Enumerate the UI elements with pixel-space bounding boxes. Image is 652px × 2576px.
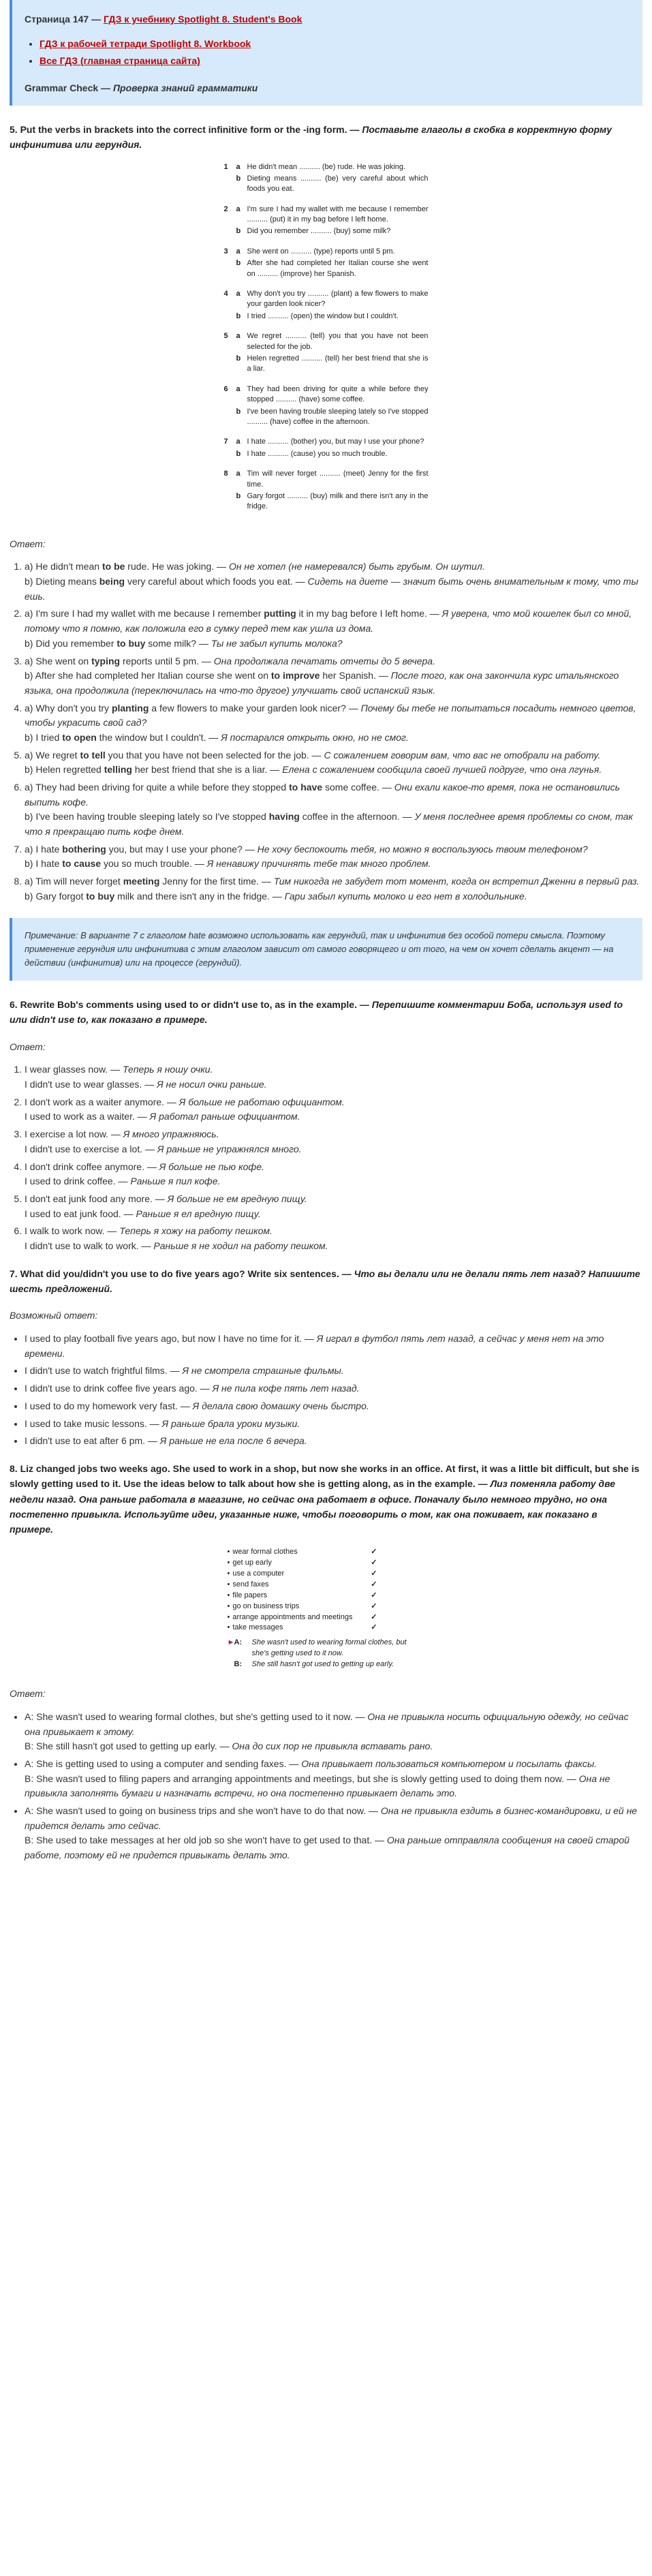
answer-verb: being bbox=[99, 576, 125, 587]
list-item: • I didn't use to watch frightful films. — Я не смотрела страшные фильмы. bbox=[25, 1364, 642, 1379]
answer-translation: Сидеть на диете — значит быть очень внимательным к тому, что ты ешь. bbox=[25, 576, 638, 602]
list-item bbox=[25, 1224, 642, 1253]
exercise-letter: a bbox=[236, 204, 240, 213]
exercise-5-image bbox=[224, 162, 429, 522]
related-links-list bbox=[25, 37, 630, 69]
answer-translation: Раньше я ел вредную пищу. bbox=[136, 1208, 261, 1219]
exercise-gap bbox=[224, 241, 429, 247]
task-6-title bbox=[10, 997, 642, 1028]
exercise-text: I'm sure I had my wallet with me because I remember .......... (put) it in my bag before I left home. bbox=[247, 204, 429, 224]
exercise-letter: b bbox=[236, 259, 241, 268]
speaker: A: bbox=[234, 1638, 243, 1647]
top-navigation-box bbox=[10, 0, 642, 106]
list-item bbox=[25, 1192, 642, 1221]
exercise-letter: b bbox=[236, 354, 241, 363]
answer-translation: Елена с сожалением сообщила своей лучшей подруге, что она лгунья. bbox=[282, 764, 602, 776]
answer-translation: Я больше не работаю официантом. bbox=[178, 1096, 345, 1107]
task-5-answers bbox=[10, 559, 642, 904]
exercise-text: I've been having trouble sleeping lately so I've stopped .......... (have) coffee in the afternoon. bbox=[247, 407, 429, 426]
section-title bbox=[25, 81, 630, 96]
list-item bbox=[25, 748, 642, 778]
list-item bbox=[25, 1757, 642, 1801]
job-row bbox=[228, 1601, 377, 1612]
answer-verb: to have bbox=[289, 782, 323, 793]
exercise-body bbox=[236, 384, 429, 429]
exercise-letter: b bbox=[236, 227, 241, 236]
answer-line: B: She used to take messages at her old job so she won't have to get used to that. — Она раньше отправляла сообщения на своей старой работе, поэтому ей не придется привыкать делать это. bbox=[25, 1835, 630, 1861]
exercise-gap bbox=[224, 379, 429, 384]
list-item: • I used to do my homework very fast. — Я делала свою домашку очень быстро. bbox=[25, 1399, 642, 1414]
answer-line: 4. a) Why don't you try planting a few flowers to make your garden look nicer? — Почему бы тебе не попытаться посадить немного цветов, чтобы украсить свой сад? bbox=[25, 702, 636, 729]
check-icon: ✓ bbox=[371, 1558, 377, 1567]
answer-translation: Я не носил очки раньше. bbox=[157, 1079, 267, 1090]
bullet-icon: • bbox=[227, 1591, 230, 1599]
answer-verb: planting bbox=[111, 702, 149, 714]
exercise-8-image bbox=[228, 1547, 425, 1670]
exercise-text: She went on .......... (type) reports until 5 pm. bbox=[247, 247, 395, 256]
exercise-number: 6 bbox=[223, 384, 228, 393]
answer-line: • A: She wasn't used to wearing formal clothes, but she's getting used to it now. — Она не привыкла носить официальную одежду, но сейчас она привыкает к этому. bbox=[25, 1711, 629, 1737]
bullet-icon: • bbox=[227, 1558, 230, 1567]
exercise-text: Did you remember .......... (buy) some milk? bbox=[247, 227, 391, 236]
answer-verb: typing bbox=[91, 655, 121, 666]
list-item bbox=[25, 654, 642, 699]
list-item bbox=[25, 780, 642, 840]
answer-line: 2. a) I'm sure I had my wallet with me because I remember putting it in my bag before I left home. — Я уверена, что мой кошелек был со мной, потому что я помню, как положила его в сумку перед тем как ушла из дома. bbox=[25, 608, 632, 634]
exercise-item bbox=[224, 162, 429, 196]
job-label: • file papers bbox=[227, 1591, 268, 1599]
exercise-letter: b bbox=[236, 174, 241, 183]
exercise-sub bbox=[236, 407, 429, 428]
answer-line: b) After she had completed her Italian course she went on to improve her Spanish. — После того, как она закончила курс итальянского языка, она продолжила (переключилась на что-то другое) улучшать свой испанский язык. bbox=[25, 670, 619, 696]
answer-line: B: She still hasn't got used to getting up early. — Она до сих пор не привыкла вставать рано. bbox=[25, 1741, 433, 1752]
dialog-row bbox=[228, 1638, 425, 1659]
bullet-icon: • bbox=[227, 1580, 230, 1589]
exercise-gap bbox=[224, 326, 429, 331]
exercise-number: 5 bbox=[223, 332, 228, 341]
job-label: • arrange appointments and meetings bbox=[227, 1612, 353, 1621]
answer-line: I didn't use to walk to work. — Раньше я не ходил на работу пешком. bbox=[25, 1240, 328, 1251]
task-7-title bbox=[10, 1266, 642, 1297]
dialog-row bbox=[228, 1659, 425, 1670]
exercise-letter: a bbox=[236, 384, 240, 393]
exercise-body bbox=[236, 437, 429, 461]
exercise-number: 1 bbox=[223, 162, 228, 171]
answer-translation: Я играл в футбол пять лет назад, а сейчас у меня нет на это времени. bbox=[25, 1333, 604, 1359]
arrow-icon bbox=[228, 1659, 234, 1670]
answer-translation: Я больше не ем вредную пищу. bbox=[167, 1193, 307, 1204]
exercise-sub bbox=[236, 491, 429, 512]
bullet-icon: • bbox=[227, 1623, 230, 1632]
answer-line: • A: She wasn't used to going on business trips and she won't have to do that now. — Она не привыкла ездить в бизнес-командировки, и ей не придется делать это сейчас. bbox=[25, 1805, 638, 1831]
exercise-text: Tim will never forget .......... (meet) Jenny for the first time. bbox=[247, 470, 429, 489]
answer-translation: Не хочу беспокоить тебя, но можно я воспользуюсь твоим телефоном? bbox=[257, 843, 588, 855]
answer-translation: Я не смотрела страшные фильмы. bbox=[182, 1365, 344, 1377]
list-item bbox=[25, 1160, 642, 1189]
home-link[interactable]: Все ГДЗ (главная страница сайта) bbox=[40, 55, 200, 67]
answer-translation: Я много упражняюсь. bbox=[123, 1129, 219, 1140]
list-item: • I didn't use to eat after 6 pm. — Я раньше не ела после 6 вечера. bbox=[25, 1434, 642, 1449]
exercise-letter: a bbox=[236, 332, 240, 341]
answer-line: 3. a) She went on typing reports until 5 pm. — Она продолжала печатать отчеты до 5 вечера. bbox=[25, 655, 435, 666]
exercise-sub bbox=[236, 162, 429, 172]
answer-line: 6. a) They had been driving for quite a while before they stopped to have some coffee. — Они ехали какое-то время, пока не остановились выпить кофе. bbox=[25, 782, 621, 808]
answer-label: Возможный ответ: bbox=[10, 1310, 98, 1321]
answer-line: b) I hate to cause you so much trouble. — Я ненавижу причинять тебе так много проблем. bbox=[25, 858, 431, 870]
exercise-letter: b bbox=[236, 449, 241, 458]
exercise-letter: a bbox=[236, 290, 240, 298]
exercise-sub bbox=[236, 437, 429, 447]
exercise-item bbox=[224, 247, 429, 281]
task-title-ru: Что вы делали или не делали пять лет назад? Напишите шесть предложений. bbox=[10, 1268, 640, 1295]
answer-translation: Я уверена, что мой кошелек был со мной, потому что я помню, как положила его в сумку перед тем как ушла из дома. bbox=[25, 608, 632, 634]
answer-translation: Я делала свою домашку очень быстро. bbox=[192, 1400, 369, 1411]
check-icon: ✓ bbox=[371, 1569, 377, 1578]
job-row bbox=[228, 1591, 377, 1601]
answer-translation: Я раньше не ела после 6 вечера. bbox=[159, 1435, 307, 1447]
answer-translation: Тим никогда не забудет тот момент, когда он встретил Дженни в первый раз. bbox=[273, 876, 640, 887]
answer-label: Ответ: bbox=[10, 1041, 46, 1052]
answer-translation: Я раньше брала уроки музыки. bbox=[161, 1417, 300, 1429]
task-title-en: 7. What did you/didn't you use to do five years ago? Write six sentences. — bbox=[10, 1268, 354, 1279]
answer-line: 4. I don't drink coffee anymore. — Я больше не пью кофе. bbox=[25, 1161, 264, 1172]
exercise-gap bbox=[224, 283, 429, 289]
list-item bbox=[25, 1127, 642, 1156]
exercise-body bbox=[236, 469, 429, 514]
answer-line: 2. I don't work as a waiter anymore. — Я больше не работаю официантом. bbox=[25, 1096, 345, 1107]
list-item bbox=[25, 1804, 642, 1863]
exercise-sub bbox=[236, 469, 429, 490]
answer-line: B: She wasn't used to filing papers and arranging appointments and meetings, but she is slowly getting used to doing them now. — Она не привыкла заполнять бумаги и назначать встречи, но она постепенно привыкает делать это. bbox=[25, 1773, 610, 1799]
answer-line: 1. I wear glasses now. — Теперь я ношу очки. bbox=[25, 1064, 213, 1075]
answer-verb: to tell bbox=[80, 749, 106, 761]
jobs-list bbox=[228, 1547, 425, 1634]
answer-line: b) I've been having trouble sleeping lately so I've stopped having coffee in the afternoon. — У меня последнее время проблемы со сном, так что я прекращаю пить кофе днем. bbox=[25, 811, 633, 838]
exercise-gap bbox=[224, 199, 429, 204]
answer-line: 1. a) He didn't mean to be rude. He was joking. — Он не хотел (не намеревался) быть грубым. Он шутил. bbox=[25, 561, 485, 572]
answer-translation: Она продолжала печатать отчеты до 5 вечера. bbox=[213, 655, 435, 666]
task-title-ru: Поставьте глаголы в скобка в корректную форму инфинитива или герундия. bbox=[10, 123, 612, 151]
task-title-ru: Лиз поменяла работу две недели назад. Она раньше работала в магазине, но сейчас она работает в офисе. Поначалу было немного трудно, но она постепенно привыкла. Используйте идеи, указанные ниже, чтобы поговорить о том, как она поживает, как показано в примере. bbox=[10, 1478, 615, 1535]
answer-translation: Я не пила кофе пять лет назад. bbox=[212, 1383, 360, 1394]
answer-label: Ответ: bbox=[10, 538, 46, 549]
check-icon: ✓ bbox=[371, 1591, 377, 1599]
list-item bbox=[40, 37, 630, 52]
check-icon: ✓ bbox=[371, 1547, 377, 1556]
exercise-body bbox=[236, 247, 429, 281]
answer-line: I used to work as a waiter. — Я работал раньше официантом. bbox=[25, 1111, 300, 1122]
task-8-title bbox=[10, 1461, 642, 1537]
exercise-text: I hate .......... (cause) you so much trouble. bbox=[247, 449, 388, 458]
answer-line: 5. I don't eat junk food any more. — Я больше не ем вредную пищу. bbox=[25, 1193, 307, 1204]
section-title-en: Grammar Check — bbox=[25, 82, 113, 94]
task-7-answers bbox=[10, 1332, 642, 1449]
answer-translation: Ты не забыл купить молока? bbox=[211, 637, 343, 649]
answer-line: I didn't use to wear glasses. — Я не носил очки раньше. bbox=[25, 1079, 267, 1090]
note-box: Примечание: В варианте 7 с глаголом hate возможно использовать как герундий, так и инфинитив без особой потери смысла. Поэтому применение герундия или инфинитива с этим глаголом зависит от самого говорящего и от того, на чем он хочет сделать акцент — на действии (инфинитив) или на процессе (герундий). bbox=[10, 918, 642, 981]
exercise-letter: a bbox=[236, 470, 240, 478]
exercise-text: We regret .......... (tell) you that you have not been selected for the job. bbox=[247, 332, 429, 351]
exercise-gap bbox=[224, 517, 429, 522]
check-icon: ✓ bbox=[371, 1623, 377, 1632]
exercise-sub bbox=[236, 289, 429, 310]
task-title-en: 6. Rewrite Bob's comments using used to or didn't use to, as in the example. — bbox=[10, 998, 372, 1010]
answer-line: I didn't use to exercise a lot. — Я раньше не упражнялся много. bbox=[25, 1143, 302, 1154]
exercise-sub bbox=[236, 354, 429, 375]
answer-line: • A: She is getting used to using a computer and sending faxes. — Она привыкает пользоваться компьютером и посылать факсы. bbox=[25, 1758, 597, 1769]
exercise-text: I tried .......... (open) the window but I couldn't. bbox=[247, 311, 399, 320]
answer-translation: Она не привыкла ездить в бизнес-командировки, и ей не придется делать это сейчас. bbox=[25, 1805, 638, 1831]
answer-translation: Я ненавижу причинять тебе так много проблем. bbox=[206, 858, 431, 870]
exercise-text: They had been driving for quite a while before they stopped .......... (have) some coffee. bbox=[247, 384, 429, 404]
task-8-answers bbox=[10, 1710, 642, 1863]
job-row bbox=[228, 1547, 377, 1558]
job-row bbox=[228, 1569, 377, 1580]
answer-line: 7. a) I hate bothering you, but may I use your phone? — Не хочу беспокоить тебя, но можно я воспользуюсь твоим телефоном? bbox=[25, 843, 588, 855]
breadcrumb bbox=[25, 12, 630, 27]
exercise-letter: b bbox=[236, 311, 241, 320]
exercise-item bbox=[224, 204, 429, 239]
exercise-text: After she had completed her Italian course she went on .......... (improve) her Spanish. bbox=[247, 259, 429, 278]
bullet-icon: • bbox=[227, 1601, 230, 1610]
bullet-icon: • bbox=[227, 1547, 230, 1556]
exercise-body bbox=[236, 289, 429, 323]
list-item bbox=[25, 1062, 642, 1092]
task-5-title bbox=[10, 122, 642, 153]
exercise-gap bbox=[224, 431, 429, 437]
dialog-text: She still hasn't got used to getting up early. bbox=[251, 1660, 394, 1669]
exercise-number: 2 bbox=[223, 204, 228, 213]
answer-line: b) Dieting means being very careful about which foods you eat. — Сидеть на диете — значит быть очень внимательным к тому, что ты ешь. bbox=[25, 576, 638, 602]
answer-translation: Она привыкает пользоваться компьютером и посылать факсы. bbox=[301, 1758, 597, 1769]
exercise-sub bbox=[236, 331, 429, 352]
list-item: • I used to play football five years ago, but now I have no time for it. — Я играл в футбол пять лет назад, а сейчас у меня нет на это времени. bbox=[25, 1332, 642, 1361]
check-icon: ✓ bbox=[371, 1601, 377, 1610]
answer-verb: to be bbox=[102, 561, 125, 572]
exercise-sub bbox=[236, 449, 429, 459]
list-item bbox=[40, 54, 630, 69]
check-icon: ✓ bbox=[371, 1580, 377, 1589]
exercise-item bbox=[224, 437, 429, 461]
answer-translation: Я постарался открыть окно, но не смог. bbox=[221, 731, 409, 743]
studentbook-link[interactable]: ГДЗ к учебнику Spotlight 8. Student's Book bbox=[103, 14, 302, 25]
answer-verb: putting bbox=[264, 608, 296, 619]
exercise-text: Helen regretted .......... (tell) her best friend that she is a liar. bbox=[247, 354, 429, 373]
answer-translation: Она раньше отправляла сообщения на своей старой работе, поэтому ей не придется привыкать делать это. bbox=[25, 1835, 630, 1861]
job-label: • take messages bbox=[227, 1623, 283, 1632]
answer-translation: Я раньше не упражнялся много. bbox=[157, 1143, 302, 1154]
answer-translation: После того, как она закончила курс итальянского языка, она продолжила (переключилась на что-то другое) улучшать свой испанский язык. bbox=[25, 670, 619, 696]
job-label: • send faxes bbox=[227, 1580, 269, 1589]
exercise-letter: b bbox=[236, 491, 241, 500]
answer-verb: to buy bbox=[86, 890, 115, 902]
job-label: • wear formal clothes bbox=[227, 1547, 298, 1556]
exercise-letter: a bbox=[236, 162, 240, 171]
exercise-item bbox=[224, 469, 429, 514]
answer-verb: to cause bbox=[62, 858, 102, 870]
answer-line: 5. a) We regret to tell you that you have not been selected for the job. — С сожалением говорим вам, что вас не отобрали на работу. bbox=[25, 749, 601, 761]
answer-verb: to open bbox=[62, 731, 97, 743]
answer-translation: Теперь я ношу очки. bbox=[122, 1064, 213, 1075]
answer-translation: Они ехали какое-то время, пока не остановились выпить кофе. bbox=[25, 782, 621, 808]
exercise-number: 7 bbox=[223, 438, 228, 446]
list-item bbox=[25, 1095, 642, 1124]
task-title-en: 5. Put the verbs in brackets into the correct infinitive form or the -ing form. — bbox=[10, 123, 362, 135]
answer-translation: Она не привыкла заполнять бумаги и назначать встречи, но она постепенно привыкает делать это. bbox=[25, 1773, 610, 1799]
job-label: • use a computer bbox=[227, 1569, 285, 1578]
exercise-letter: a bbox=[236, 438, 240, 446]
answer-translation: У меня последнее время проблемы со сном, так что я прекращаю пить кофе днем. bbox=[25, 811, 633, 838]
answer-verb: bothering bbox=[62, 843, 106, 855]
answer-label: Ответ: bbox=[10, 1688, 46, 1700]
exercise-letter: a bbox=[236, 247, 240, 256]
list-item bbox=[25, 842, 642, 872]
exercise-gap bbox=[224, 463, 429, 469]
answer-line: b) Helen regretted telling her best friend that she is a liar. — Елена с сожалением сообщила своей лучшей подруге, что она лгунья. bbox=[25, 764, 602, 776]
list-item bbox=[25, 559, 642, 604]
task-title-ru: Перепишите комментарии Боба, используя used to или didn't use to, как показано в примере. bbox=[10, 998, 623, 1026]
task-6-answers bbox=[10, 1062, 642, 1253]
answer-translation: Раньше я пил кофе. bbox=[130, 1176, 221, 1187]
speaker: B: bbox=[234, 1660, 243, 1669]
exercise-item bbox=[224, 331, 429, 376]
list-item bbox=[25, 607, 642, 651]
page-number: Страница 147 — bbox=[25, 14, 104, 25]
job-label: • go on business trips bbox=[227, 1601, 300, 1610]
exercise-letter: b bbox=[236, 407, 241, 416]
answer-translation: Она до сих пор не привыкла вставать рано. bbox=[232, 1741, 433, 1752]
job-row bbox=[228, 1558, 377, 1569]
answer-translation: Гари забыл купить молоко и его нет в холодильнике. bbox=[284, 890, 527, 902]
job-row bbox=[228, 1623, 377, 1634]
answer-line: 8. a) Tim will never forget meeting Jenny for the first time. — Тим никогда не забудет тот момент, когда он встретил Дженни в первый раз. bbox=[25, 876, 640, 887]
exercise-sub bbox=[236, 258, 429, 279]
answer-translation: Теперь я хожу на работу пешком. bbox=[119, 1225, 273, 1237]
dialog-text: She wasn't used to wearing formal clothes, but she's getting used to it now. bbox=[251, 1638, 407, 1658]
answer-verb: meeting bbox=[123, 876, 160, 887]
section-title-ru: Проверка знаний грамматики bbox=[112, 82, 258, 94]
exercise-body bbox=[236, 162, 429, 196]
answer-translation: Она не привыкла носить официальную одежду, но сейчас она привыкает к этому. bbox=[25, 1711, 629, 1737]
list-item: • I didn't use to drink coffee five years ago. — Я не пила кофе пять лет назад. bbox=[25, 1381, 642, 1396]
job-row bbox=[228, 1612, 377, 1623]
answer-line: 3. I exercise a lot now. — Я много упражняюсь. bbox=[25, 1129, 219, 1140]
answer-line: I used to drink coffee. — Раньше я пил кофе. bbox=[25, 1176, 221, 1187]
answer-line: I used to eat junk food. — Раньше я ел вредную пищу. bbox=[25, 1208, 261, 1219]
exercise-sub bbox=[236, 226, 429, 236]
answer-translation: Он не хотел (не намеревался) быть грубым. Он шутил. bbox=[228, 561, 485, 572]
answer-translation: Почему бы тебе не попытаться посадить немного цветов, чтобы украсить свой сад? bbox=[25, 702, 636, 729]
answer-line: b) I tried to open the window but I couldn't. — Я постарался открыть окно, но не смог. bbox=[25, 731, 409, 743]
exercise-sub bbox=[236, 311, 429, 322]
exercise-text: I hate .......... (bother) you, but may I use your phone? bbox=[247, 438, 424, 446]
exercise-item bbox=[224, 289, 429, 323]
exercise-number: 3 bbox=[223, 247, 228, 256]
list-item bbox=[25, 701, 642, 746]
exercise-body bbox=[236, 331, 429, 376]
answer-line: b) Gary forgot to buy milk and there isn't any in the fridge. — Гари забыл купить молоко и его нет в холодильнике. bbox=[25, 890, 527, 902]
exercise-body bbox=[236, 204, 429, 239]
answer-verb: telling bbox=[104, 764, 132, 776]
check-icon: ✓ bbox=[371, 1612, 377, 1621]
exercise-number: 8 bbox=[223, 470, 228, 478]
exercise-number: 4 bbox=[223, 290, 228, 298]
answer-line: 6. I walk to work now. — Теперь я хожу на работу пешком. bbox=[25, 1225, 273, 1237]
example-dialog bbox=[228, 1638, 425, 1670]
answer-line: b) Did you remember to buy some milk? — Ты не забыл купить молока? bbox=[25, 637, 343, 649]
job-row bbox=[228, 1580, 377, 1591]
exercise-sub bbox=[236, 247, 429, 257]
exercise-item bbox=[224, 384, 429, 429]
list-item: • I used to take music lessons. — Я раньше брала уроки музыки. bbox=[25, 1417, 642, 1432]
answer-translation: Я больше не пью кофе. bbox=[159, 1161, 264, 1172]
arrow-icon: ► bbox=[227, 1638, 235, 1647]
answer-translation: С сожалением говорим вам, что вас не отобрали на работу. bbox=[324, 749, 601, 761]
task-title-en: 8. Liz changed jobs two weeks ago. She used to work in a shop, but now she works in an office. At first, it was a little bit difficult, but she is slowly getting used to it. Use the ideas below to talk about how she is getting along, as in the example. — bbox=[10, 1462, 640, 1490]
answer-translation: Я работал раньше официантом. bbox=[149, 1111, 300, 1122]
list-item bbox=[25, 1710, 642, 1754]
exercise-text: Dieting means .......... (be) very careful about which foods you eat. bbox=[247, 174, 429, 194]
answer-translation: Раньше я не ходил на работу пешком. bbox=[153, 1240, 328, 1251]
exercise-text: Why don't you try .......... (plant) a few flowers to make your garden look nicer? bbox=[247, 290, 429, 309]
answer-verb: having bbox=[268, 811, 300, 823]
exercise-sub bbox=[236, 384, 429, 405]
answer-verb: to buy bbox=[117, 637, 146, 649]
exercise-sub bbox=[236, 204, 429, 226]
exercise-sub bbox=[236, 174, 429, 195]
workbook-link[interactable]: ГДЗ к рабочей тетради Spotlight 8. Workbook bbox=[40, 37, 251, 49]
job-label: • get up early bbox=[227, 1558, 272, 1567]
bullet-icon: • bbox=[227, 1569, 230, 1578]
list-item bbox=[25, 874, 642, 904]
exercise-text: Gary forgot .......... (buy) milk and there isn't any in the fridge. bbox=[247, 491, 429, 511]
answer-verb: to improve bbox=[270, 670, 320, 681]
bullet-icon: • bbox=[227, 1612, 230, 1621]
exercise-text: He didn't mean .......... (be) rude. He was joking. bbox=[247, 162, 406, 171]
